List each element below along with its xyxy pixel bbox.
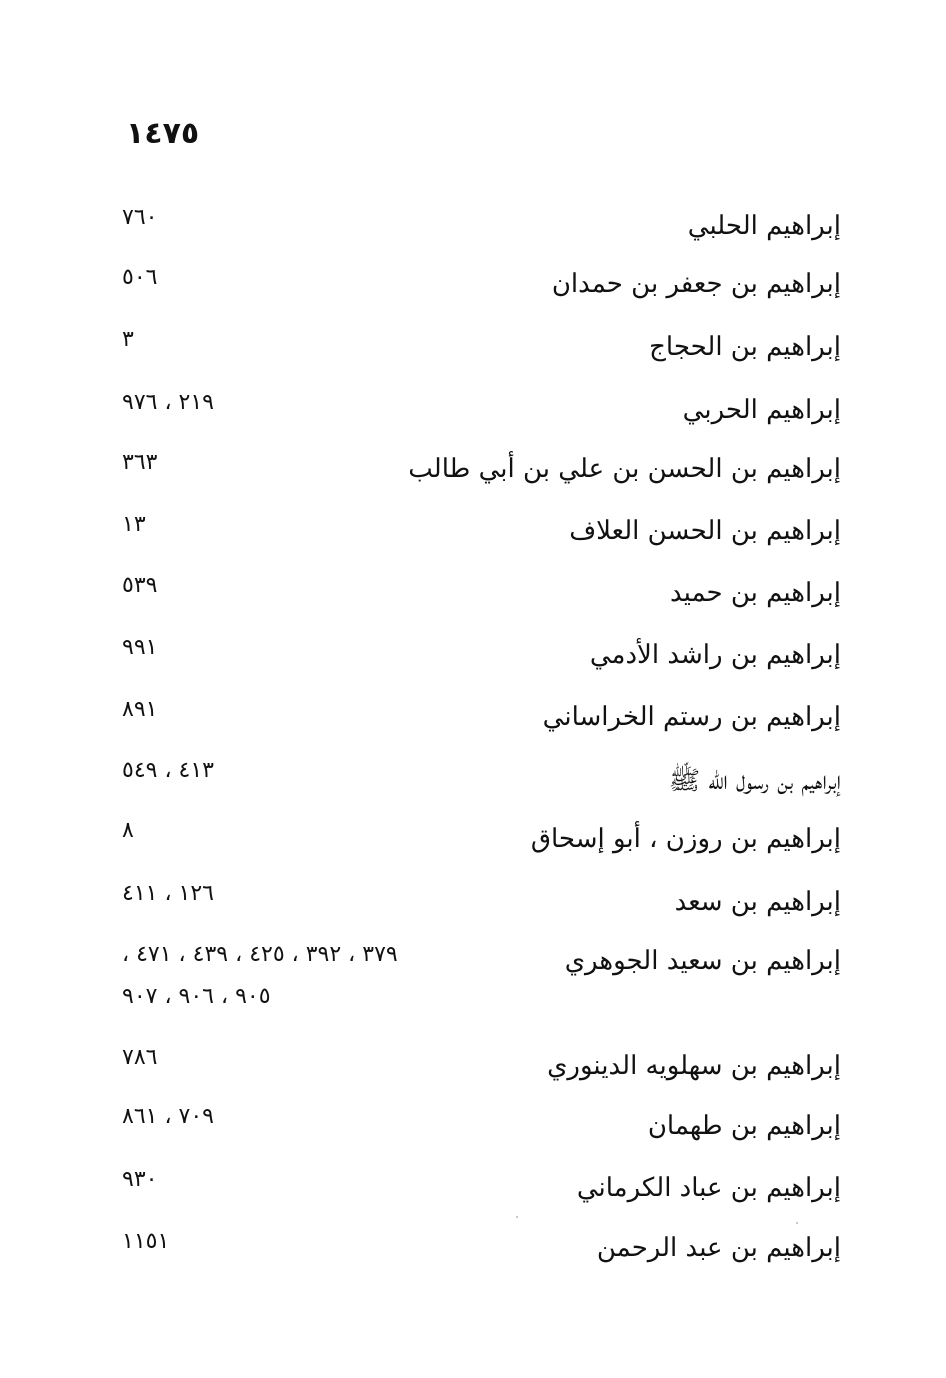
entry-refs: ٨ [122, 818, 134, 843]
scan-speck [796, 1222, 798, 1224]
entry-refs: ٥٠٦ [122, 265, 158, 290]
entry-refs: ٣٦٣ [122, 450, 158, 475]
entry-name: إبراهيم بن سهلويه الدينوري [547, 1051, 841, 1081]
entry-name: إبراهيم بن سعد [674, 887, 841, 917]
entry-refs: ٣٧٩ ، ٣٩٢ ، ٤٢٥ ، ٤٣٩ ، ٤٧١ ، [122, 942, 398, 967]
entry-refs: ٣ [122, 327, 134, 352]
entry-name: إبراهيم بن الحسن العلاف [569, 516, 841, 546]
entry-name: إبراهيم بن راشد الأدمي [589, 640, 841, 670]
entry-name: إبراهيم بن الحسن بن علي بن أبي طالب [408, 454, 841, 484]
entry-refs: ٩٣٠ [122, 1167, 158, 1192]
entry-name: إبراهيم بن طهمان [647, 1111, 841, 1141]
entry-refs: ٢١٩ ، ٩٧٦ [122, 390, 214, 415]
entry-refs-continued: ٩٠٥ ، ٩٠٦ ، ٩٠٧ [122, 984, 271, 1009]
page-number: ١٤٧٥ [126, 116, 200, 151]
entry-name: إبراهيم بن روزن ، أبو إسحاق [530, 824, 841, 854]
entry-refs: ٧٦٠ [122, 205, 158, 230]
entry-name: إبراهيم بن رسول الله ﷺ [668, 766, 841, 796]
entry-refs: ٥٣٩ [122, 573, 158, 598]
entry-refs: ٩٩١ [122, 635, 158, 660]
entry-refs: ١٢٦ ، ٤١١ [122, 881, 214, 906]
entry-name: إبراهيم بن حميد [669, 578, 841, 608]
entry-name: إبراهيم بن الحجاج [649, 332, 841, 362]
entry-refs: ١١٥١ [122, 1229, 170, 1254]
entry-name: إبراهيم بن عبد الرحمن [596, 1233, 841, 1263]
entry-refs: ١٣ [122, 512, 146, 537]
entry-name: إبراهيم بن سعيد الجوهري [564, 946, 841, 976]
entry-name: إبراهيم الحربي [682, 395, 841, 425]
entry-refs: ٨٩١ [122, 697, 158, 722]
entry-refs: ٤١٣ ، ٥٤٩ [122, 758, 214, 783]
entry-refs: ٧٠٩ ، ٨٦١ [122, 1104, 214, 1129]
entry-name: إبراهيم بن جعفر بن حمدان [551, 269, 841, 299]
entry-name: إبراهيم بن عباد الكرماني [576, 1173, 841, 1203]
entry-name: إبراهيم بن رستم الخراساني [542, 702, 841, 732]
scan-speck [516, 1216, 518, 1218]
entry-name: إبراهيم الحلبي [687, 211, 841, 241]
entry-refs: ٧٨٦ [122, 1045, 158, 1070]
